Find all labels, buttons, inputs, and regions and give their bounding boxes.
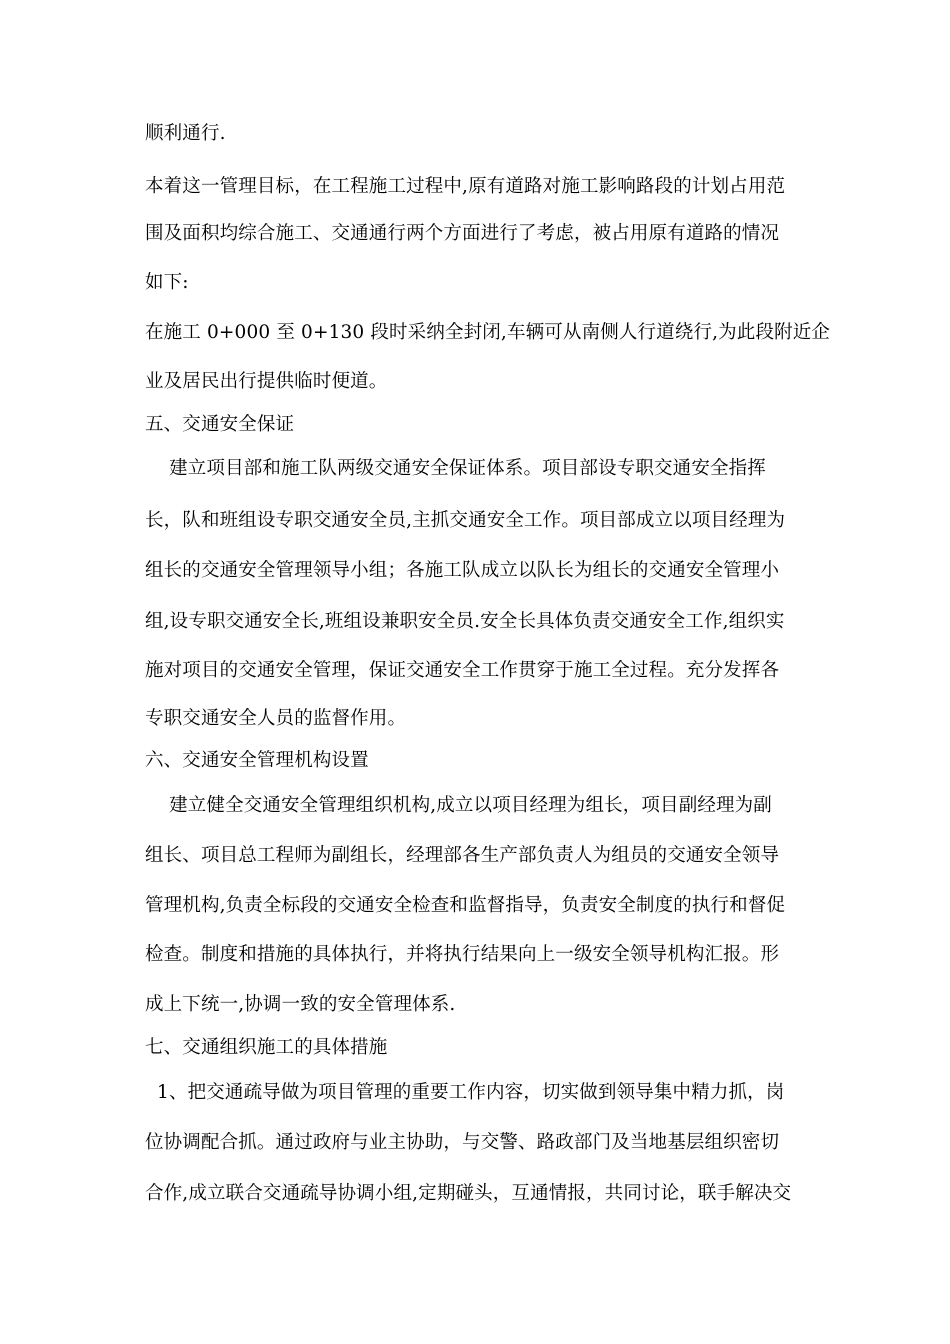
text-line: 顺利通行. <box>145 123 226 144</box>
text-line: 在施工 0+000 至 0+130 段时采纳全封闭,车辆可从南侧人行道绕行,为此段附近企 <box>145 322 831 343</box>
text-line: 成上下统一,协调一致的安全管理体系. <box>145 994 456 1015</box>
text-line: 组长、项目总工程师为副组长，经理部各生产部负责人为组员的交通安全领导 <box>145 845 780 866</box>
text-line: 位协调配合抓。通过政府与业主协助，与交警、路政部门及当地基层组织密切 <box>145 1132 780 1153</box>
section-heading: 七、交通组织施工的具体措施 <box>145 1037 388 1058</box>
text-line: 业及居民出行提供临时便道。 <box>145 371 388 392</box>
text-line: 组长的交通安全管理领导小组；各施工队成立以队长为组长的交通安全管理小 <box>145 560 780 581</box>
text-line: 检查。制度和措施的具体执行，并将执行结果向上一级安全领导机构汇报。形 <box>145 944 780 965</box>
paragraph-first-line: 建立项目部和施工队两级交通安全保证体系。项目部设专职交通安全指挥 <box>145 458 766 479</box>
text-line: 本着这一管理目标，在工程施工过程中,原有道路对施工影响路段的计划占用范 <box>145 176 786 197</box>
text-line: 如下: <box>145 272 189 293</box>
section-heading: 五、交通安全保证 <box>145 414 295 435</box>
paragraph-first-line: 1、把交通疏导做为项目管理的重要工作内容，切实做到领导集中精力抓，岗 <box>145 1082 785 1103</box>
section-heading: 六、交通安全管理机构设置 <box>145 750 369 771</box>
text-line: 管理机构,负责全标段的交通安全检查和监督指导，负责安全制度的执行和督促 <box>145 895 786 916</box>
text-line: 合作,成立联合交通疏导协调小组,定期碰头，互通情报，共同讨论，联手解决交 <box>145 1183 792 1204</box>
text-line: 专职交通安全人员的监督作用。 <box>145 708 407 729</box>
text-line: 长，队和班组设专职交通安全员,主抓交通安全工作。项目部成立以项目经理为 <box>145 510 786 531</box>
text-line: 围及面积均综合施工、交通通行两个方面进行了考虑，被占用原有道路的情况 <box>145 223 780 244</box>
paragraph-first-line: 建立健全交通安全管理组织机构,成立以项目经理为组长，项目副经理为副 <box>145 795 772 816</box>
text-line: 施对项目的交通安全管理，保证交通安全工作贯穿于施工全过程。充分发挥各 <box>145 660 780 681</box>
text-line: 组,设专职交通安全长,班组设兼职安全员.安全长具体负责交通安全工作,组织实 <box>145 611 785 632</box>
